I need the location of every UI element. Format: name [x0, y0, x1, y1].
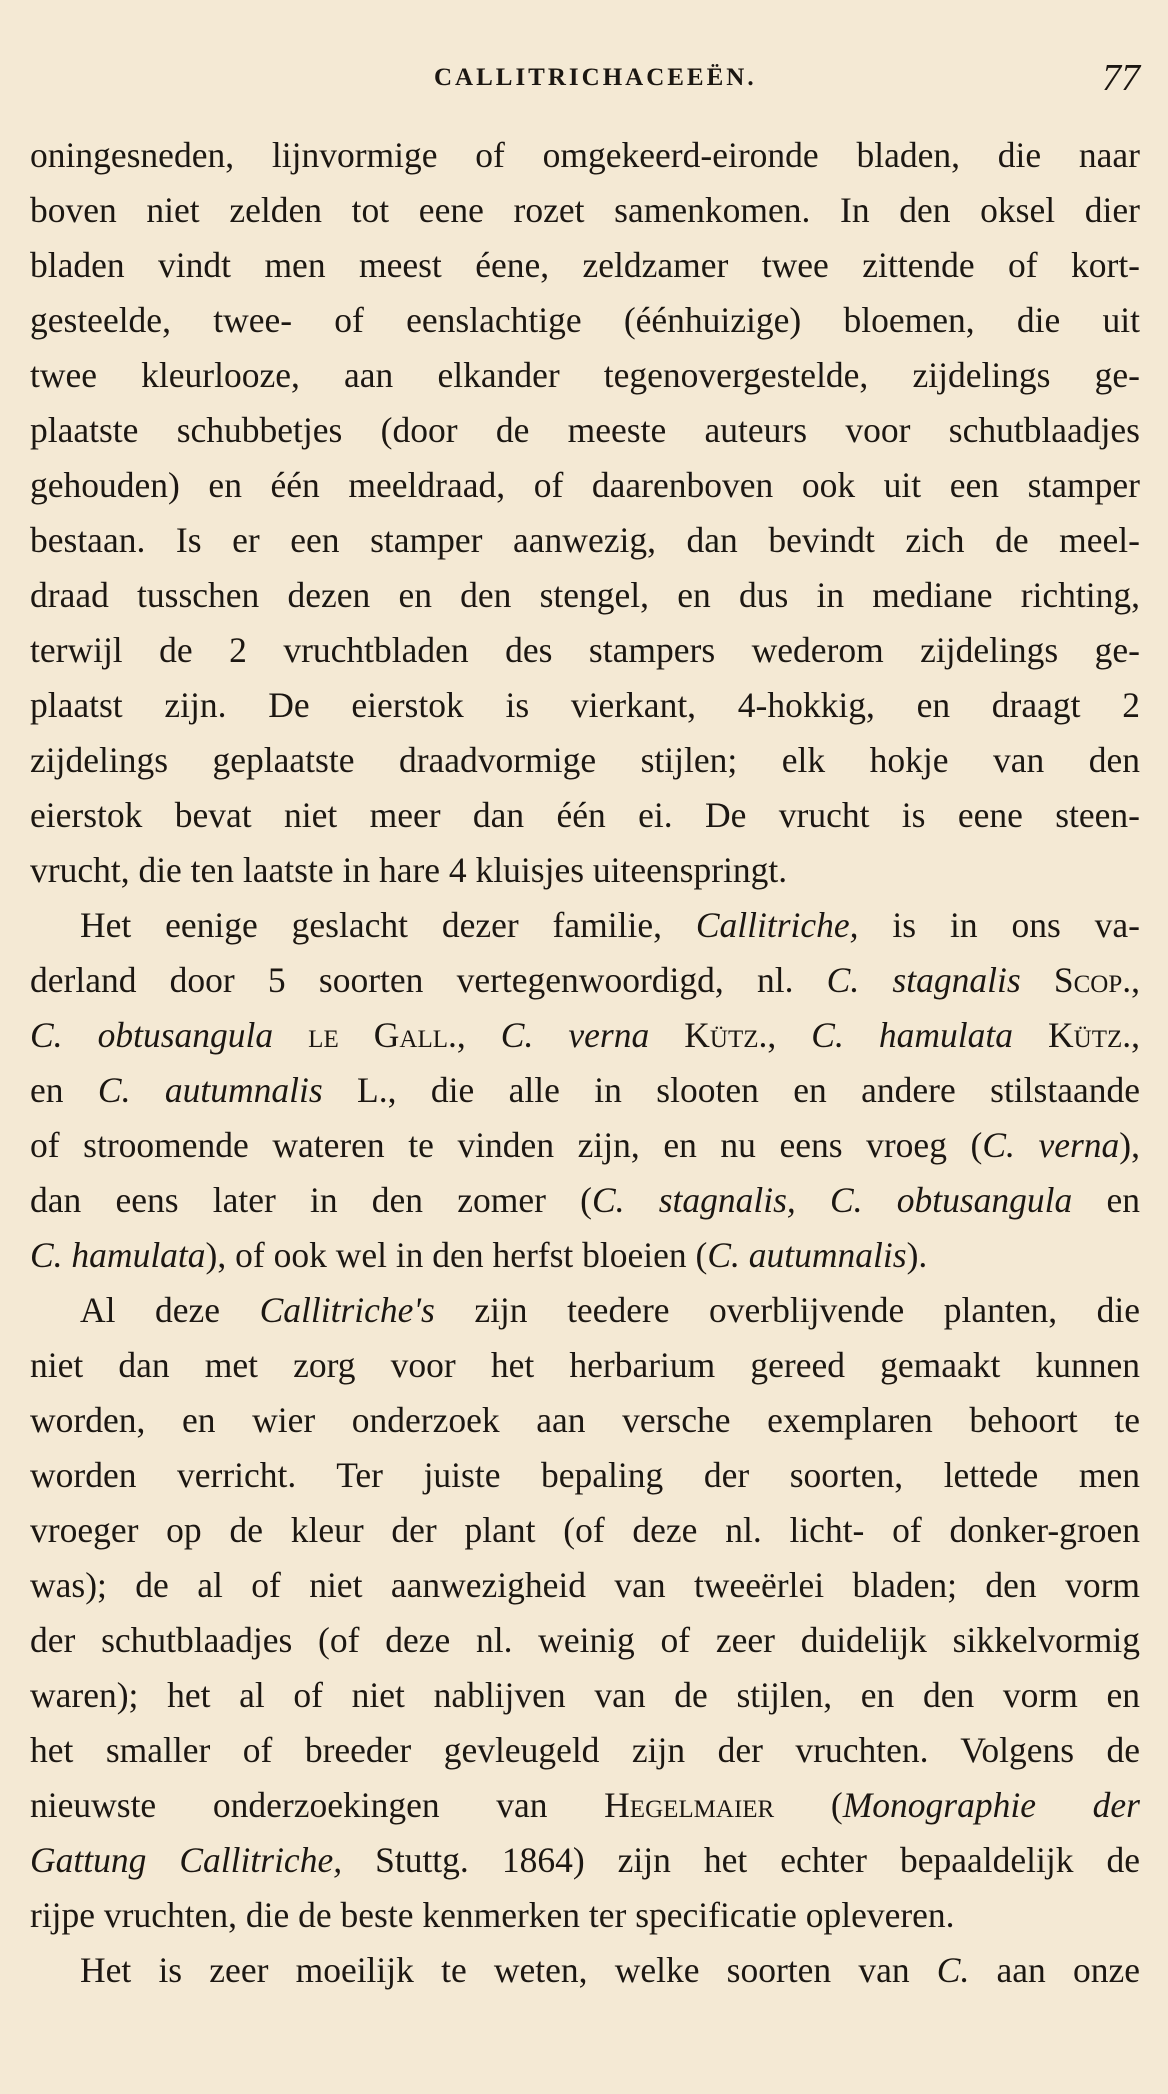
text-run: L., die alle in slooten en andere stilstaande	[322, 1070, 1140, 1110]
text-line: der schutblaadjes (of deze nl. weinig of zeer duidelijk sikkelvormig	[30, 1620, 1140, 1660]
text-run: is in ons va-	[858, 905, 1140, 945]
text-run: Het eenige geslacht dezer familie,	[80, 905, 696, 945]
species-name: C. autumnalis	[97, 1070, 323, 1110]
author-name: Scop.,	[1020, 960, 1140, 1000]
text-line: vroeger op de kleur der plant (of deze nl. licht- of donker-groen	[30, 1510, 1140, 1550]
text-line: terwijl de 2 vruchtbladen des stampers wederom zijdelings ge-	[30, 630, 1140, 670]
book-title: Monographie der	[842, 1785, 1140, 1825]
text-line: plaatst zijn. De eierstok is vierkant, 4-hokkig, en draagt 2	[30, 685, 1140, 725]
text-line: twee kleurlooze, aan elkander tegenovergestelde, zijdelings ge-	[30, 355, 1140, 395]
text-line	[30, 1008, 1140, 1063]
genus-name: Callitriche,	[695, 905, 859, 945]
text-run: ),	[1119, 1125, 1140, 1165]
text-line	[30, 898, 1140, 953]
book-title: Gattung Callitriche,	[30, 1840, 343, 1880]
text-line: bestaan. Is er een stamper aanwezig, dan bevindt zich de meel-	[30, 520, 1140, 560]
page-header	[0, 58, 1168, 102]
page-number: 77	[1102, 57, 1140, 99]
text-line	[30, 1778, 1140, 1833]
text-line: eierstok bevat niet meer dan één ei. De vrucht is eene steen-	[30, 795, 1140, 835]
text-line: draad tusschen dezen en den stengel, en dus in mediane richting,	[30, 575, 1140, 615]
text-run: derland door 5 soorten vertegenwoordigd, nl.	[30, 960, 827, 1000]
species-name: C. autumnalis	[707, 1235, 907, 1275]
running-title: CALLITRICHACEEËN.	[434, 64, 757, 91]
text-line	[30, 1118, 1140, 1173]
author-name: le Gall.,	[273, 1015, 466, 1055]
text-line: waren); het al of niet nablijven van de stijlen, en den vorm en	[30, 1675, 1140, 1715]
paragraph-1	[30, 128, 1140, 898]
text-line: worden, en wier onderzoek aan versche exemplaren behoort te	[30, 1400, 1140, 1440]
text-line: zijdelings geplaatste draadvormige stijlen; elk hokje van den	[30, 740, 1140, 780]
text-run: (	[774, 1785, 843, 1825]
author-name: Hegelmaier	[604, 1785, 775, 1825]
author-name: Kütz.,	[1013, 1015, 1141, 1055]
text-run: dan eens later in den zomer (	[30, 1180, 592, 1220]
text-line	[30, 953, 1140, 1008]
text-line: gesteelde, twee- of eenslachtige (éénhuizige) bloemen, die uit	[30, 300, 1140, 340]
paragraph-3	[30, 1283, 1140, 1943]
text-run	[466, 1015, 501, 1055]
text-run: Het is zeer moeilijk te weten, welke soorten van	[80, 1950, 937, 1990]
text-line	[30, 1283, 1140, 1338]
text-run: Stuttg. 1864) zijn het echter bepaaldelijk de	[342, 1840, 1140, 1880]
text-line: gehouden) en één meeldraad, of daarenboven ook uit een stamper	[30, 465, 1140, 505]
genus-name: Callitriche's	[259, 1290, 435, 1330]
genus-abbreviation: C.	[936, 1950, 970, 1990]
text-run: of stroomende wateren te vinden zijn, en nu eens vroeg (	[30, 1125, 983, 1165]
text-line	[30, 1833, 1140, 1888]
text-run: ).	[906, 1235, 928, 1275]
text-line: worden verricht. Ter juiste bepaling der soorten, lettede men	[30, 1455, 1140, 1495]
text-line	[30, 1173, 1140, 1228]
text-run: en	[30, 1070, 98, 1110]
text-run: ), of ook wel in den herfst bloeien (	[205, 1235, 708, 1275]
text-line: niet dan met zorg voor het herbarium gereed gemaakt kunnen	[30, 1345, 1140, 1385]
species-name: C. hamulata	[811, 1015, 1013, 1055]
text-line: het smaller of breeder gevleugeld zijn der vruchten. Volgens de	[30, 1730, 1140, 1770]
text-run: aan onze	[969, 1950, 1141, 1990]
text-line	[30, 1228, 1140, 1283]
species-name: C. stagnalis, C. obtusangula	[591, 1180, 1073, 1220]
text-run: en	[1072, 1180, 1140, 1220]
text-run	[776, 1015, 811, 1055]
text-line: was); de al of niet aanwezigheid van tweeërlei bladen; den vorm	[30, 1565, 1140, 1605]
text-line: boven niet zelden tot eene rozet samenkomen. In den oksel dier	[30, 190, 1140, 230]
text-run: Al deze	[80, 1290, 260, 1330]
text-line: bladen vindt men meest éene, zeldzamer twee zittende of kort-	[30, 245, 1140, 285]
author-name: Kütz.,	[649, 1015, 777, 1055]
paragraph-2	[30, 898, 1140, 1283]
text-line	[30, 1943, 1140, 1998]
species-name: C. hamulata	[30, 1235, 206, 1275]
text-run: zijn teedere overblijvende planten, die	[434, 1290, 1140, 1330]
species-name: C. stagnalis	[826, 960, 1021, 1000]
paragraph-4	[30, 1943, 1140, 1998]
species-name: C. obtusangula	[30, 1015, 274, 1055]
species-name: C. verna	[982, 1125, 1120, 1165]
text-line	[30, 1063, 1140, 1118]
text-line: oningesneden, lijnvormige of omgekeerd-eironde bladen, die naar	[30, 135, 1140, 175]
text-line: vrucht, die ten laatste in hare 4 kluisjes uiteenspringt.	[30, 850, 788, 890]
species-name: C. verna	[500, 1015, 650, 1055]
text-line: rijpe vruchten, die de beste kenmerken ter specificatie opleveren.	[30, 1895, 955, 1935]
body-text	[30, 128, 1140, 1998]
text-run: nieuwste onderzoekingen van	[30, 1785, 605, 1825]
text-line: plaatste schubbetjes (door de meeste auteurs voor schutblaadjes	[30, 410, 1140, 450]
